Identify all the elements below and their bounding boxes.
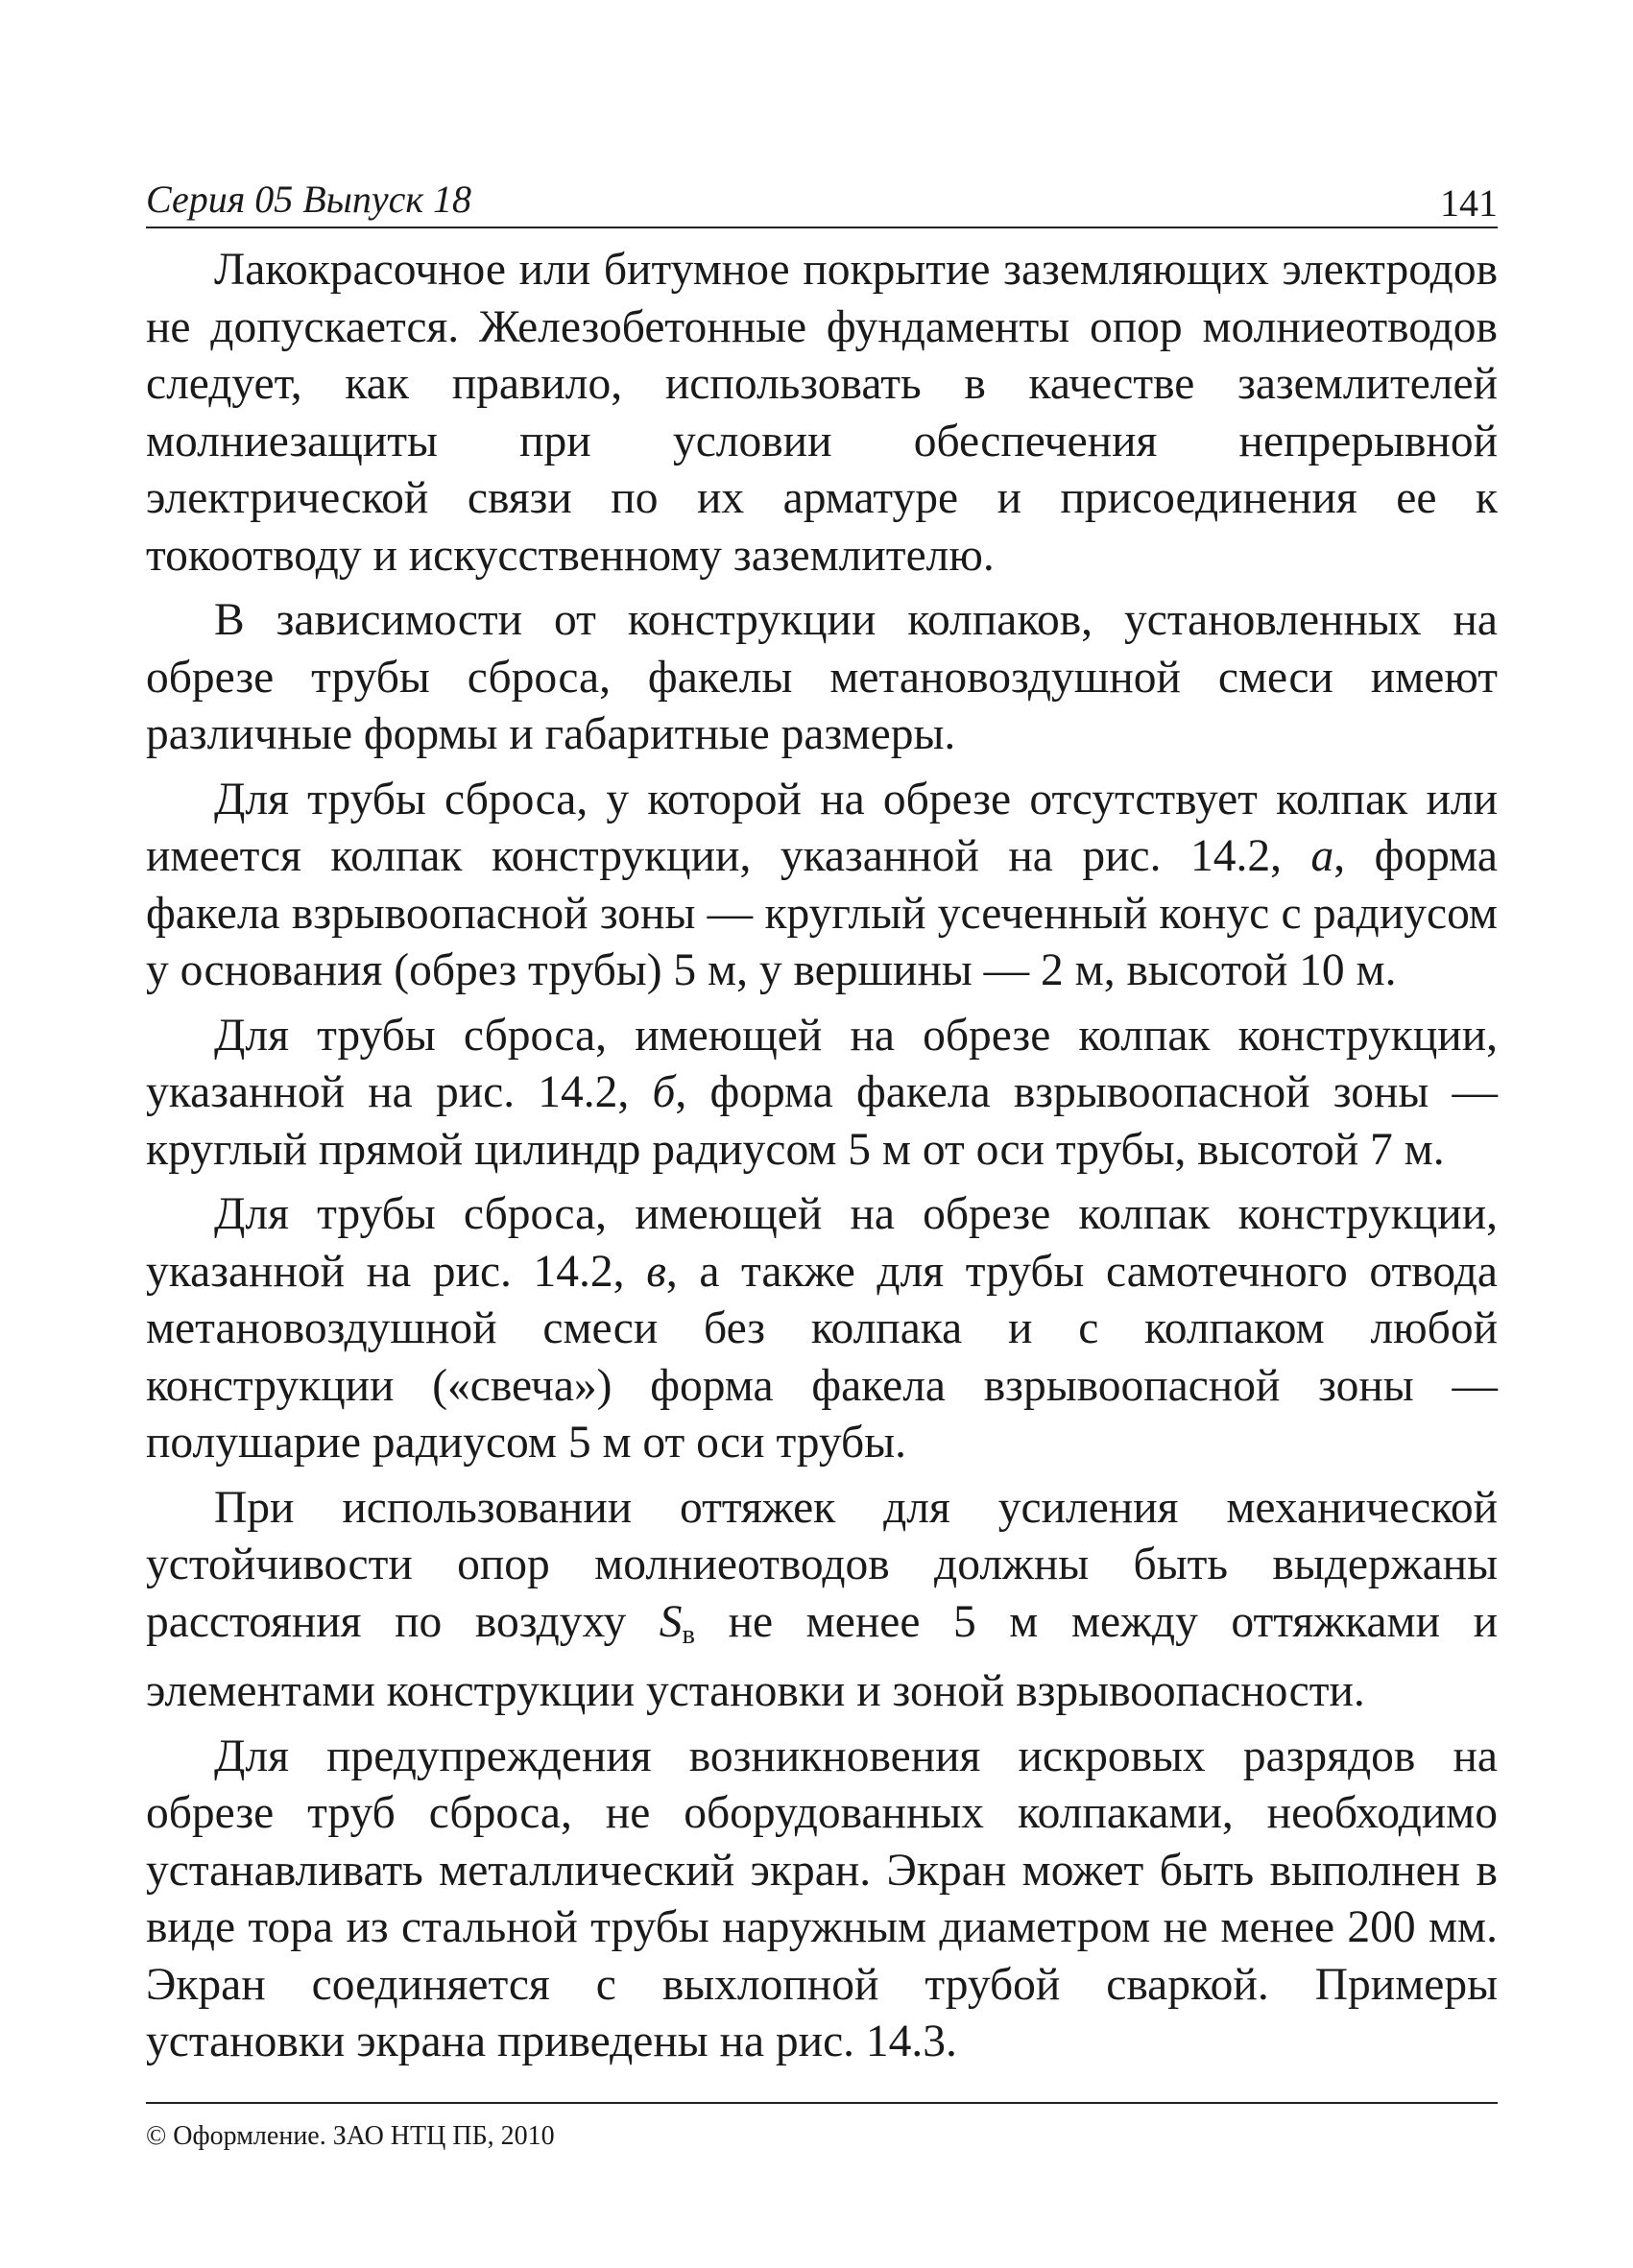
running-header (146, 173, 1498, 228)
paragraph-6: При использовании оттяжек для усиления механической устойчивости опор молниеотводов должны быть выдержаны расстояния по воздуху $S_в$ не менее 5 м между оттяжками и элементами конструкции установки и зоной взрывоопасности. (146, 1482, 1498, 1717)
paragraph-2: В зависимости от конструкции колпаков, установленных на обрезе трубы сброса, факелы метановоздушной смеси имеют различные формы и габаритные размеры. (146, 595, 1498, 759)
paragraph-7: Для предупреждения возникновения искровых разрядов на обрезе труб сброса, не оборудованных колпаками, необходимо устанавливать металлический экран. Экран может быть выполнен в виде тора из стальной трубы наружным диаметром не менее 200 мм. Экран соединяется с выхлопной трубой сваркой. Примеры установки экрана приведены на рис. 14.3. (146, 1731, 1498, 2067)
distance-symbol: S (659, 1596, 683, 1647)
distance-subscript: в (682, 1619, 696, 1650)
figure-ref-v: в (646, 1246, 666, 1297)
footer (146, 2102, 1498, 2152)
paragraph-5: Для трубы сброса, имеющей на обрезе колпак конструкции, указанной на рис. 14.2, в, а также для трубы самотечного отвода метановоздушной смеси без колпака и с колпаком любой конструкции («свеча») форма факела взрывоопасной зоны — полушарие радиусом 5 м от оси трубы. (146, 1189, 1498, 1468)
paragraph-3: Для трубы сброса, у которой на обрезе отсутствует колпак или имеется колпак конструкции, указанной на рис. 14.2, а, форма факела взрывоопасной зоны — круглый усеченный конус с радиусом у основания (обрез трубы) 5 м, у вершины — 2 м, высотой 10 м. (146, 774, 1498, 995)
copyright-text: © Оформление. ЗАО НТЦ ПБ, 2010 (146, 2121, 555, 2151)
page-number: 141 (1440, 181, 1498, 225)
paragraph-1: Лакокрасочное или битумное покрытие заземляющих электродов не допускается. Железобетонные фундаменты опор молниеотводов следует, как правило, использовать в качестве заземлителей молниезащиты при условии обеспечения непрерывной электрической связи по их арматуре и присоединения ее к токоотводу и искусственному заземлителю. (146, 245, 1498, 581)
body-text (146, 242, 1498, 2079)
series-title: Серия 05 Выпуск 18 (146, 178, 472, 221)
paragraph-4: Для трубы сброса, имеющей на обрезе колпак конструкции, указанной на рис. 14.2, б, форма факела взрывоопасной зоны — круглый прямой цилиндр радиусом 5 м от оси трубы, высотой 7 м. (146, 1010, 1498, 1175)
figure-ref-b: б (652, 1067, 676, 1117)
figure-ref-a: а (1310, 831, 1334, 881)
